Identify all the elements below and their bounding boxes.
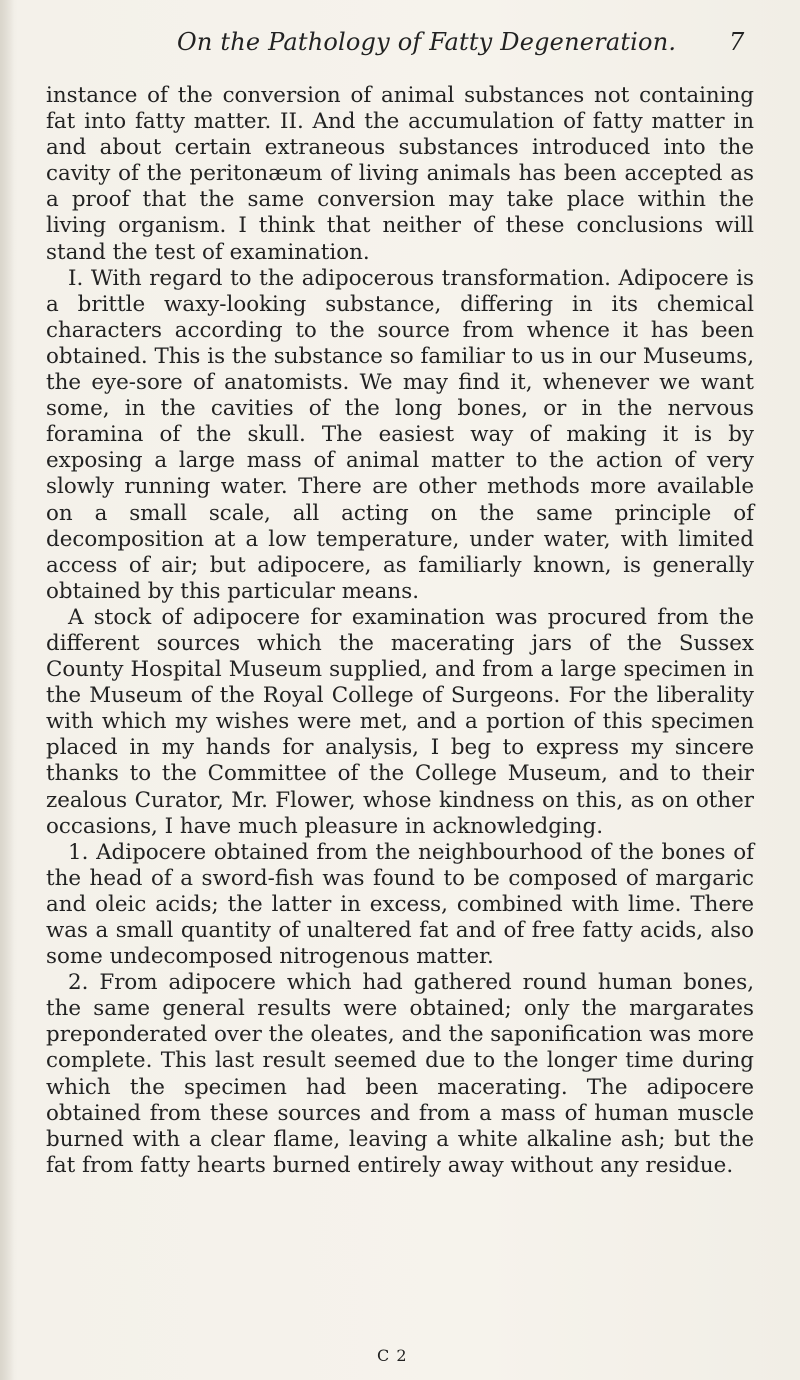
paragraph-continuation: instance of the conversion of animal substances not containing fat into fatty matter. II. And the accumulation of fatty matter in and about certain extraneous substances introduced into the cavity of the peritonæum of living animals has been accepted as a proof that the same conversion may take place within the living organism. I think that neither of these conclusions will stand the test of examination. (46, 83, 754, 265)
spine-shadow (0, 0, 14, 1380)
body-text (46, 83, 754, 1179)
paragraph-adipocere-description: I. With regard to the adipocerous transformation. Adipocere is a brittle waxy-looking substance, differing in its chemical characters according to the source from whence it has been obtained. This is the substance so familiar to us in our Museums, the eye-sore of anatomists. We may find it, whenever we want some, in the cavities of the long bones, or in the nervous foramina of the skull. The easiest way of making it is by exposing a large mass of animal matter to the action of very slowly running water. There are other methods more available on a small scale, all acting on the same principle of decomposition at a low temperature, under water, with limited access of air; but adipocere, as familiarly known, is generally obtained by this particular means. (46, 265, 754, 604)
paragraph-human-bones-result: 2. From adipocere which had gathered round human bones, the same general results were obtained; only the margarates preponderated over the oleates, and the saponification was more complete. This last result seemed due to the longer time during which the specimen had been macerating. The adipocere obtained from these sources and from a mass of human muscle burned with a clear flame, leaving a white alkaline ash; but the fat from fatty hearts burned entirely away without any residue. (46, 970, 754, 1178)
page-header (0, 28, 800, 68)
paragraph-sword-fish-result: 1. Adipocere obtained from the neighbourhood of the bones of the head of a sword-fish was found to be composed of margaric and oleic acids; the latter in excess, combined with lime. There was a small quantity of unaltered fat and of free fatty acids, also some undecomposed nitrogenous matter. (46, 839, 754, 970)
printer-signature-mark: C 2 (377, 1346, 408, 1365)
page-number: 7 (729, 28, 745, 56)
running-title: On the Pathology of Fatty Degeneration. (177, 28, 677, 56)
paragraph-stock-of-adipocere: A stock of adipocere for examination was procured from the different sources which the macerating jars of the Sussex County Hospital Museum supplied, and from a large specimen in the Museum of the Royal College of Surgeons. For the liberality with which my wishes were met, and a portion of this specimen placed in my hands for analysis, I beg to express my sincere thanks to the Committee of the College Museum, and to their zealous Curator, Mr. Flower, whose kindness on this, as on other occasions, I have much pleasure in acknowledging. (46, 604, 754, 839)
